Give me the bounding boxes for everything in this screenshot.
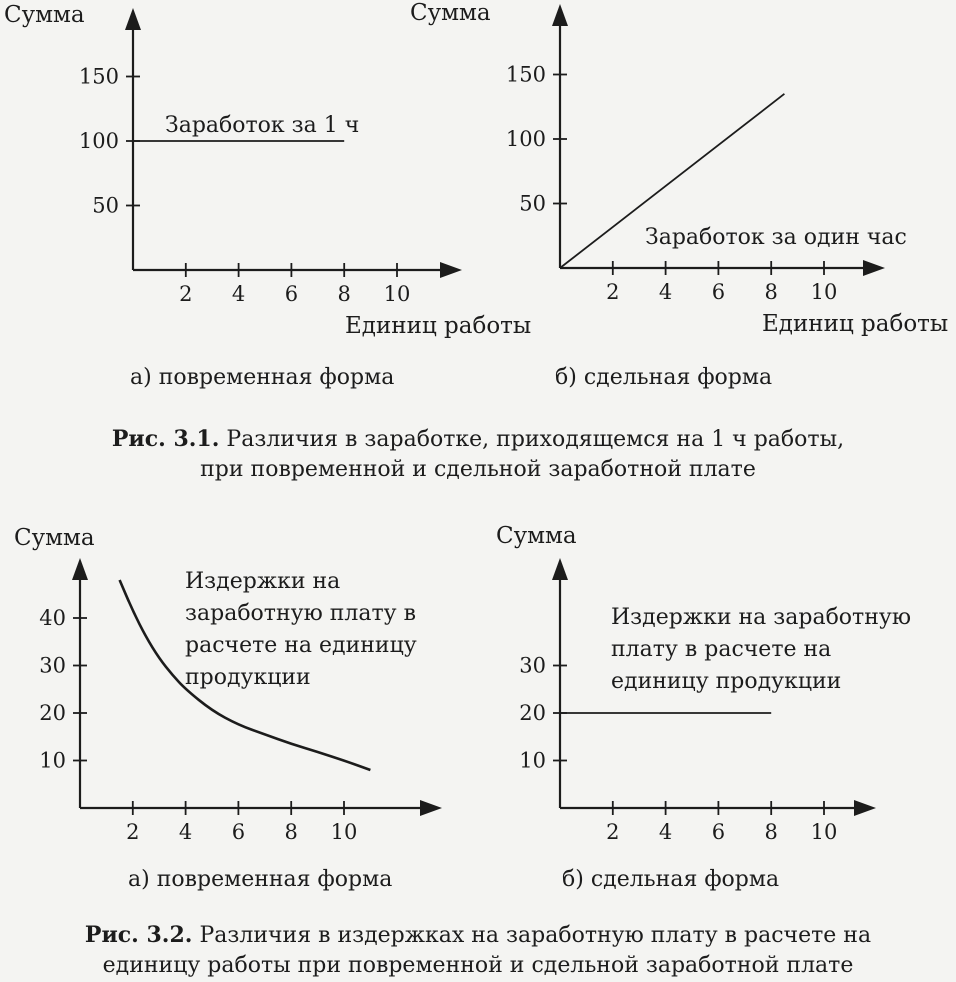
chart2-x-tick-label-2: 6: [711, 280, 726, 304]
figure-label-2: Рис. 3.2.: [84, 922, 193, 948]
chart1-y-axis-label: Сумма: [4, 2, 85, 28]
chart3-subtitle: а) повременная форма: [128, 867, 393, 892]
chart2-x-tick-label-4: 10: [810, 280, 838, 304]
chart2-y-tick-label-1: 100: [505, 127, 546, 151]
chart1-x-axis-label: Единиц работы: [345, 313, 532, 339]
chart3-y-axis-arrow: [72, 558, 88, 580]
chart4-y-tick-label-2: 30: [519, 653, 546, 678]
chart1-x-tick-label-3: 8: [337, 282, 351, 306]
chart4-y-tick-label-1: 20: [519, 701, 546, 725]
figure-caption-2: [0, 920, 956, 981]
chart2-series-label-0: Заработок за один час: [645, 225, 907, 250]
chart4-annotation-line-2: единицу продукции: [611, 669, 842, 694]
chart3-annotation-line-1: заработную плату в: [185, 601, 416, 626]
chart4-annotation-line-0: Издержки на заработную: [611, 605, 911, 630]
chart4-x-tick-label-1: 4: [658, 820, 673, 844]
chart1-x-tick-label-1: 4: [231, 282, 246, 306]
chart3-x-axis-arrow: [420, 800, 442, 816]
chart4-y-tick-label-0: 10: [519, 748, 546, 773]
figure-label-1: Рис. 3.1.: [111, 426, 220, 452]
chart4-x-axis-arrow: [854, 800, 876, 816]
chart3-y-axis-label: Сумма: [14, 525, 95, 551]
chart2-x-tick-label-1: 4: [658, 280, 673, 304]
chart4-y-axis-label: Сумма: [496, 523, 577, 549]
chart3-y-tick-label-1: 20: [39, 701, 66, 725]
chart3-x-tick-label-0: 2: [126, 820, 140, 844]
chart1-x-tick-label-2: 6: [284, 282, 299, 306]
chart3-annotation-line-3: продукции: [185, 665, 311, 690]
chart3-x-tick-label-3: 8: [284, 820, 298, 844]
chart3-annotation-line-0: Издержки на: [185, 569, 341, 594]
chart3-y-tick-label-3: 40: [39, 606, 66, 630]
chart3-x-tick-label-2: 6: [231, 820, 246, 844]
chart1-y-tick-label-0: 50: [92, 193, 119, 218]
chart2-x-axis-label: Единиц работы: [762, 311, 949, 337]
chart3-x-tick-label-4: 10: [330, 820, 358, 844]
figure-caption-2-line1: Различия в издержках на заработную плату в расчете на: [199, 923, 872, 948]
chart4-x-tick-label-0: 2: [606, 820, 620, 844]
chart2-x-tick-label-0: 2: [606, 280, 620, 304]
chart1-y-tick-label-2: 150: [78, 64, 119, 89]
chart1-series-label-0: Заработок за 1 ч: [165, 113, 360, 138]
chart4-annotation-line-1: плату в расчете на: [611, 637, 832, 662]
chart2-y-tick-label-2: 150: [505, 62, 546, 87]
chart3-y-tick-label-0: 10: [39, 748, 66, 773]
figure-caption-2-line2: единицу работы при повременной и сдельной заработной плате: [102, 953, 854, 978]
chart4-x-tick-label-3: 8: [764, 820, 778, 844]
chart2-y-tick-label-0: 50: [519, 191, 546, 216]
chart1-y-axis-arrow: [125, 8, 141, 30]
chart4-x-tick-label-2: 6: [711, 820, 726, 844]
chart1-x-tick-label-4: 10: [383, 282, 411, 306]
chart2-x-axis-arrow: [863, 260, 885, 276]
chart3-y-tick-label-2: 30: [39, 653, 66, 678]
chart2-x-tick-label-3: 8: [764, 280, 778, 304]
chart1-subtitle: а) повременная форма: [130, 365, 395, 390]
chart4-subtitle: б) сдельная форма: [562, 867, 780, 892]
chart1-y-tick-label-1: 100: [78, 129, 119, 153]
chart4-x-tick-label-4: 10: [810, 820, 838, 844]
figure-caption-1-line1: Различия в заработке, приходящемся на 1 ч работы,: [226, 427, 845, 452]
chart1-x-tick-label-0: 2: [179, 282, 193, 306]
figure-caption-1: [0, 424, 956, 485]
chart4-y-axis-arrow: [552, 558, 568, 580]
chart2-y-axis-arrow: [552, 4, 568, 26]
chart3-annotation-line-2: расчете на единицу: [185, 633, 417, 658]
figure-caption-1-line2: при повременной и сдельной заработной плате: [200, 457, 756, 482]
chart2-y-axis-label: Сумма: [410, 0, 491, 26]
chart2-subtitle: б) сдельная форма: [555, 365, 773, 390]
chart3-x-tick-label-1: 4: [178, 820, 193, 844]
chart1-x-axis-arrow: [440, 262, 462, 278]
